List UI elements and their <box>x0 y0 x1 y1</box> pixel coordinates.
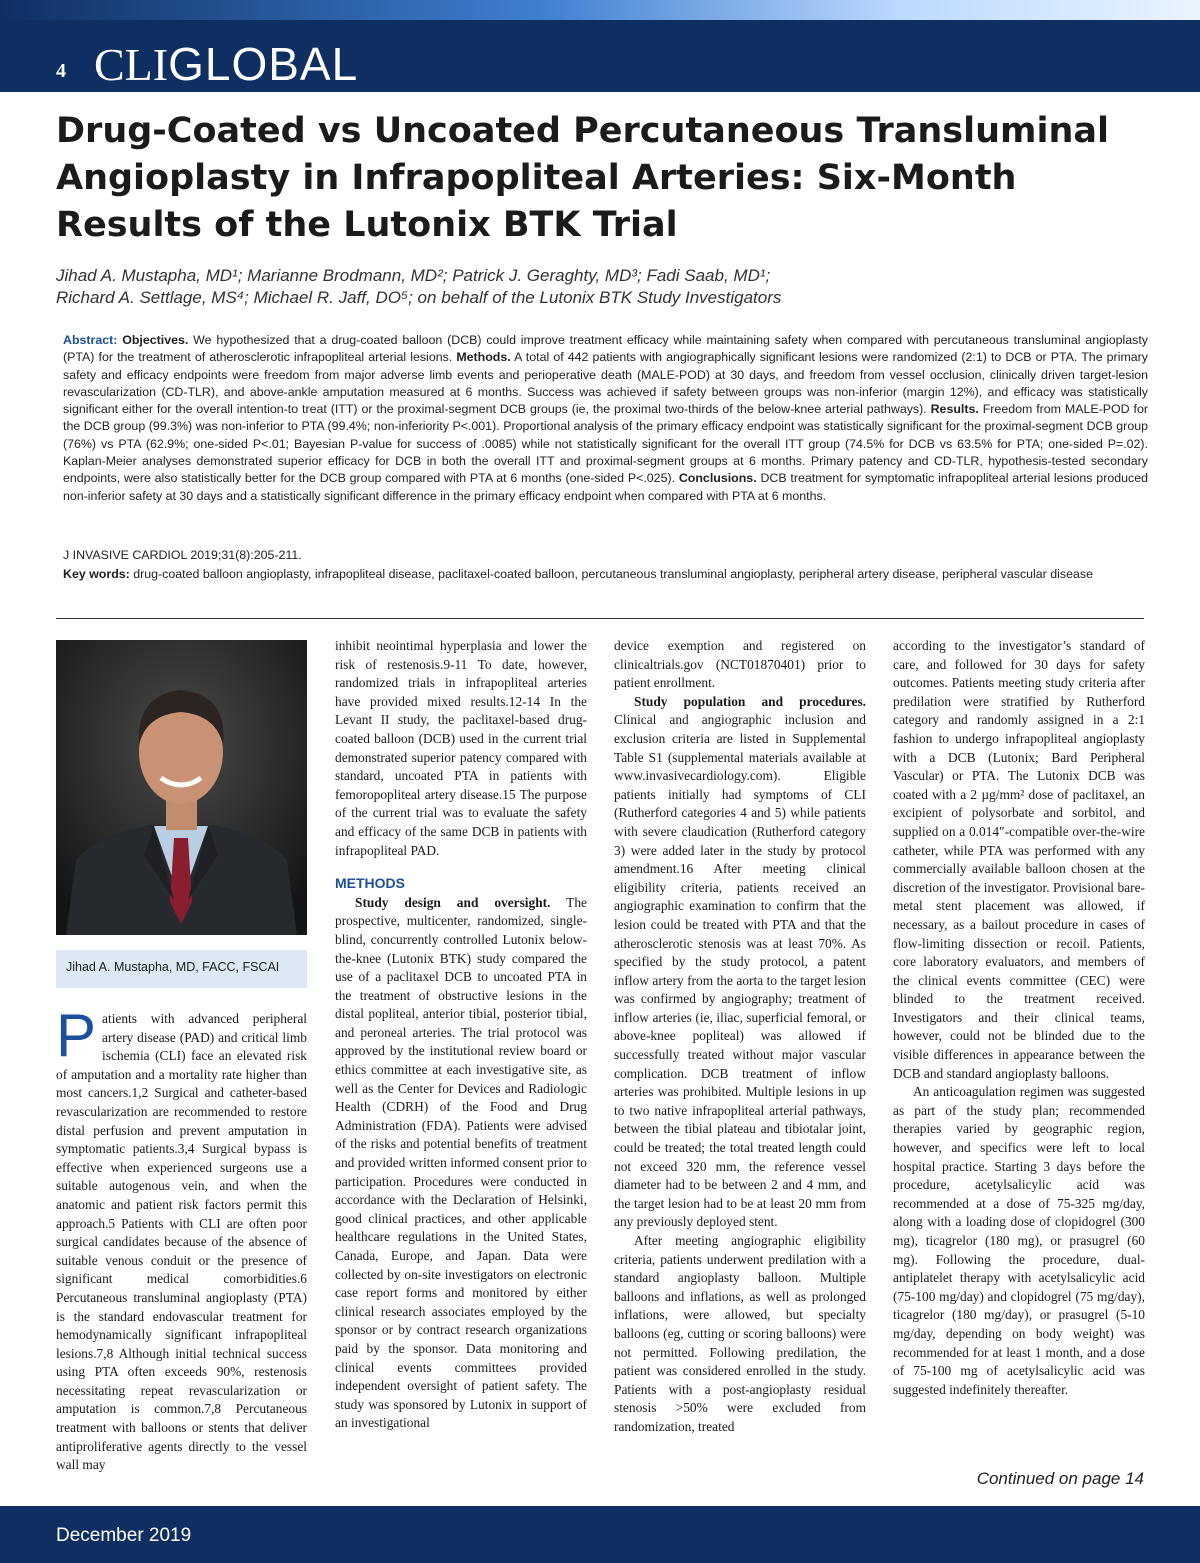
cli-global-logo <box>94 40 358 89</box>
author-list <box>56 265 1156 309</box>
logo-global-text: GLOBAL <box>168 38 359 90</box>
subsection-heading: Study design and oversight. <box>355 894 551 910</box>
body-column-3 <box>614 637 866 1437</box>
drop-cap: P <box>56 1002 97 1069</box>
logo-cli-text: CLI <box>94 39 169 90</box>
results-label: Results. <box>930 402 979 417</box>
body-paragraph: After meeting angiographic eligibility criteria, patients underwent predilation with a standard angioplasty balloon. Multiple balloons and inflations, as well as prolonged inflations, were allowed, but specialty balloons (eg, cutting or scoring balloons) were not permitted. Following predilation, the patient was considered enrolled in the study. Patients with a post-angioplasty residual stenosis >50% were excluded from randomization, treated <box>614 1233 866 1434</box>
body-column-4 <box>893 637 1145 1399</box>
paragraph-text: The prospective, multicenter, randomized, single-blind, concurrently controlled Lutonix below-the-knee (Lutonix BTK) study compared the use of a paclitaxel DCB to uncoated PTA in the treatment of obstructive lesions in the distal popliteal, anterior tibial, posterior tibial, and peroneal arteries. The trial protocol was approved by the institutional review board or ethics committee at each investigative site, as well as the Center for Devices and Radiologic Health (CDRH) of the Food and Drug Administration (FDA). Patients were advised of the risks and potential benefits of treatment and provided written informed consent prior to participation. Procedures were conducted in accordance with the Declaration of Helsinki, good clinical practices, and other applicable healthcare regulations in the United States, Canada, Europe, and Japan. Data were collected by on-site investigators on electronic case report forms and monitored by either clinical research associates employed by the sponsor or by contract research organizations paid by the sponsor. Data monitoring and clinical events committees provided independent oversight of patient safety. The study was sponsored by Lutonix in support of an investigational <box>335 894 587 1431</box>
header-band <box>0 0 1200 92</box>
body-column-2 <box>335 637 587 1433</box>
article-title: Drug-Coated vs Uncoated Percutaneous Transluminal Angioplasty in Infrapopliteal Arteries: Six-Month Results of the Lutonix BTK Trial <box>56 111 1110 245</box>
abstract-label: Abstract: <box>63 333 118 347</box>
author-portrait-illustration <box>56 640 307 935</box>
photo-caption-box <box>56 950 307 988</box>
methods-text: A total of 442 patients with angiographically significant lesions were randomized (2:1) to DCB or PTA. The primary safety and efficacy endpoints were freedom from major adverse limb events and perioperative death (MALE-POD) at 30 days, and freedom from vessel occlusion, clinically driven target-lesion revascularization (CD-TLR), and above-ankle amputation measured at 6 months. Success was achieved if safety between groups was non-inferior (margin 12%), and efficacy was statistically significant either for the overall intention-to treat (ITT) or the proximal-segment DCB groups (ie, the proximal two-thirds of the below-knee arterial pathways). <box>63 350 1148 417</box>
subsection-heading: Study population and procedures. <box>634 693 866 709</box>
results-text: Freedom from MALE-POD for the DCB group (99.3%) was non-inferior to PTA (99.4%; non-inferiority P<.001). Proportional analysis of the primary efficacy endpoint was statistically significant for the proximal-segment DCB group (76%) vs PTA (62.9%; one-sided P<.01; Bayesian P-value for success of .0085) while not statistically significant for the overall ITT group (74.5% for DCB vs 63.5% for PTA; one-sided P=.02). Kaplan-Meier analyses demonstrated superior efficacy for DCB in both the overall ITT and proximal-segment groups at 6 months. Primary patency and CD-TLR, hypothesis-tested secondary endpoints, were also statistically better for the DCB group compared with PTA at 6 months (one-sided P<.025). <box>63 402 1148 486</box>
page-number: 4 <box>56 60 66 82</box>
body-paragraph: inhibit neointimal hyperplasia and lower the risk of restenosis.9-11 To date, however, randomized trials in infrapopliteal arteries have provided mixed results.12-14 In the Levant II study, the paclitaxel-based drug-coated balloon (DCB) used in the current trial demonstrated superior patency compared with standard, uncoated PTA in patients with femoropopliteal artery disease.15 The purpose of the current trial was to evaluate the safety and efficacy of the same DCB in patients with infrapopliteal PAD. <box>335 638 587 858</box>
conclusions-label: Conclusions. <box>678 471 757 486</box>
body-paragraph <box>335 894 587 1433</box>
methods-heading: METHODS <box>335 875 405 892</box>
objectives-text: We hypothesized that a drug-coated balloon (DCB) could improve treatment efficacy while maintaining safety when compared with percutaneous transluminal angioplasty (PTA) for the treatment of atherosclerotic infrapopliteal arterial lesions. <box>63 333 1148 365</box>
keywords-label: Key words: <box>63 567 130 581</box>
header-gradient-stripe <box>0 0 1200 20</box>
journal-citation: J INVASIVE CARDIOL 2019;31(8):205-211. <box>63 548 302 562</box>
conclusions-text: DCB treatment for symptomatic infrapopliteal arterial lesions produced non-inferior safety at 30 days and a statistically significant difference in the primary efficacy endpoint when compared with PTA at 6 months. <box>63 471 1148 503</box>
paragraph-text: Clinical and angiographic inclusion and exclusion criteria are listed in Supplemental Table S1 (supplemental materials available at www.invasivecardiology.com). Eligible patients initially had symptoms of CLI (Rutherford categories 4 and 5) while patients with severe claudication (Rutherford category 3) were added later in the study by protocol amendment.16 After meeting clinical eligibility criteria, patients received an angiographic examination to confirm that the lesion could be treated with PTA and that the atherosclerotic stenosis was at least 70%. As specified by the study protocol, a patent inflow artery from the aorta to the target lesion was confirmed by angiography; treatment of inflow arteries (ie, iliac, superficial femoral, or above-knee popliteal) was allowed if successfully treated without major vascular complication. DCB treatment of inflow arteries was prohibited. Multiple lesions in up to two native infrapopliteal arterial pathways, between the tibial plateau and tibiotalar joint, could be treated; the total treated length could not exceed 320 mm, the reference vessel diameter had to be between 2 and 4 mm, and the target lesion had to be at least 20 mm from any previously deployed stent. <box>614 712 866 1230</box>
author-photo <box>56 640 307 935</box>
body-paragraph: according to the investigator’s standard of care, and followed for 30 days for safety outcomes. Patients meeting study criteria after predilation were stratified by Rutherford category and randomly assigned in a 2:1 fashion to undergo infrapopliteal angioplasty with a DCB (Lutonix; Bard Peripheral Vascular) or PTA. The Lutonix DCB was coated with a 2 µg/mm² dose of paclitaxel, an excipient of polysorbate and sorbitol, and supplied on a 0.014″-compatible over-the-wire catheter, while PTA was performed with any commercially available balloon chosen at the discretion of the investigator. Provisional bare-metal stent placement was allowed, if necessary, as a bailout procedure in cases of flow-limiting dissection or recoil. Patients, core laboratory evaluators, and members of the clinical events committee (CEC) were blinded to the treatment received. Investigators and their clinical teams, however, could not be blinded due to the visible differences in appearance between the DCB and standard angioplasty balloons. <box>893 638 1145 1081</box>
body-paragraph <box>614 693 866 1232</box>
authors-line-2: Richard A. Settlage, MS⁴; Michael R. Jaff, DO⁵; on behalf of the Lutonix BTK Study Investigators <box>56 288 782 307</box>
keywords <box>63 566 1148 582</box>
body-column-1 <box>56 1002 307 1475</box>
issue-date: December 2019 <box>56 1525 192 1546</box>
keywords-text: drug-coated balloon angioplasty, infrapopliteal disease, paclitaxel-coated balloon, percutaneous transluminal angioplasty, peripheral artery disease, peripheral vascular disease <box>133 567 1093 581</box>
body-paragraph: device exemption and registered on clinicaltrials.gov (NCT01870401) prior to patient enrollment. <box>614 638 866 691</box>
section-divider <box>56 618 1144 619</box>
body-paragraph: atients with advanced peripheral artery disease (PAD) and critical limb ischemia (CLI) face an elevated risk of amputation and a mortality rate higher than most cancers.1,2 Surgical and catheter-based revascularization are recommended to restore distal perfusion and prevent amputation in symptomatic patients.3,4 Surgical bypass is effective when experienced surgeons use a suitable autogenous vein, and when the anatomic and patient risk factors permit this approach.5 Patients with CLI are often poor surgical candidates because of the absence of suitable venous conduit or the presence of significant medical comorbidities.6 Percutaneous transluminal angioplasty (PTA) is the standard endovascular treatment for hemodynamically significant infrapopliteal lesions.7,8 Although initial technical success using PTA often exceeds 90%, restenosis necessitating repeat revascularization or amputation is common.7,8 Percutaneous treatment with balloons or stents that deliver antiproliferative agents directly to the vessel wall may <box>56 1011 307 1473</box>
objectives-label: Objectives. <box>122 333 189 347</box>
methods-label: Methods. <box>456 350 511 365</box>
photo-caption: Jihad A. Mustapha, MD, FACC, FSCAI <box>66 960 280 974</box>
abstract <box>63 332 1148 505</box>
continued-on-page-link[interactable]: Continued on page 14 <box>976 1469 1144 1488</box>
authors-line-1: Jihad A. Mustapha, MD¹; Marianne Brodmann, MD²; Patrick J. Geraghty, MD³; Fadi Saab, MD¹; <box>56 266 771 285</box>
body-paragraph: An anticoagulation regimen was suggested as part of the study plan; recommended therapies varied by geographic region, however, and specifics were left to local hospital practice. Starting 3 days before the procedure, acetylsalicylic acid was recommended at a dose of 75-325 mg/day, along with a loading dose of clopidogrel (300 mg), ticagrelor (180 mg), or prasugrel (60 mg). Following the procedure, dual-antiplatelet therapy with acetylsalicylic acid (75-100 mg/day) and clopidogrel (75 mg/day), ticagrelor (180 mg/day), or prasugrel (5-10 mg/day, depending on body weight) was recommended for at least 1 month, and a dose of 75-100 mg of acetylsalicylic acid was suggested indefinitely thereafter. <box>893 1084 1145 1397</box>
